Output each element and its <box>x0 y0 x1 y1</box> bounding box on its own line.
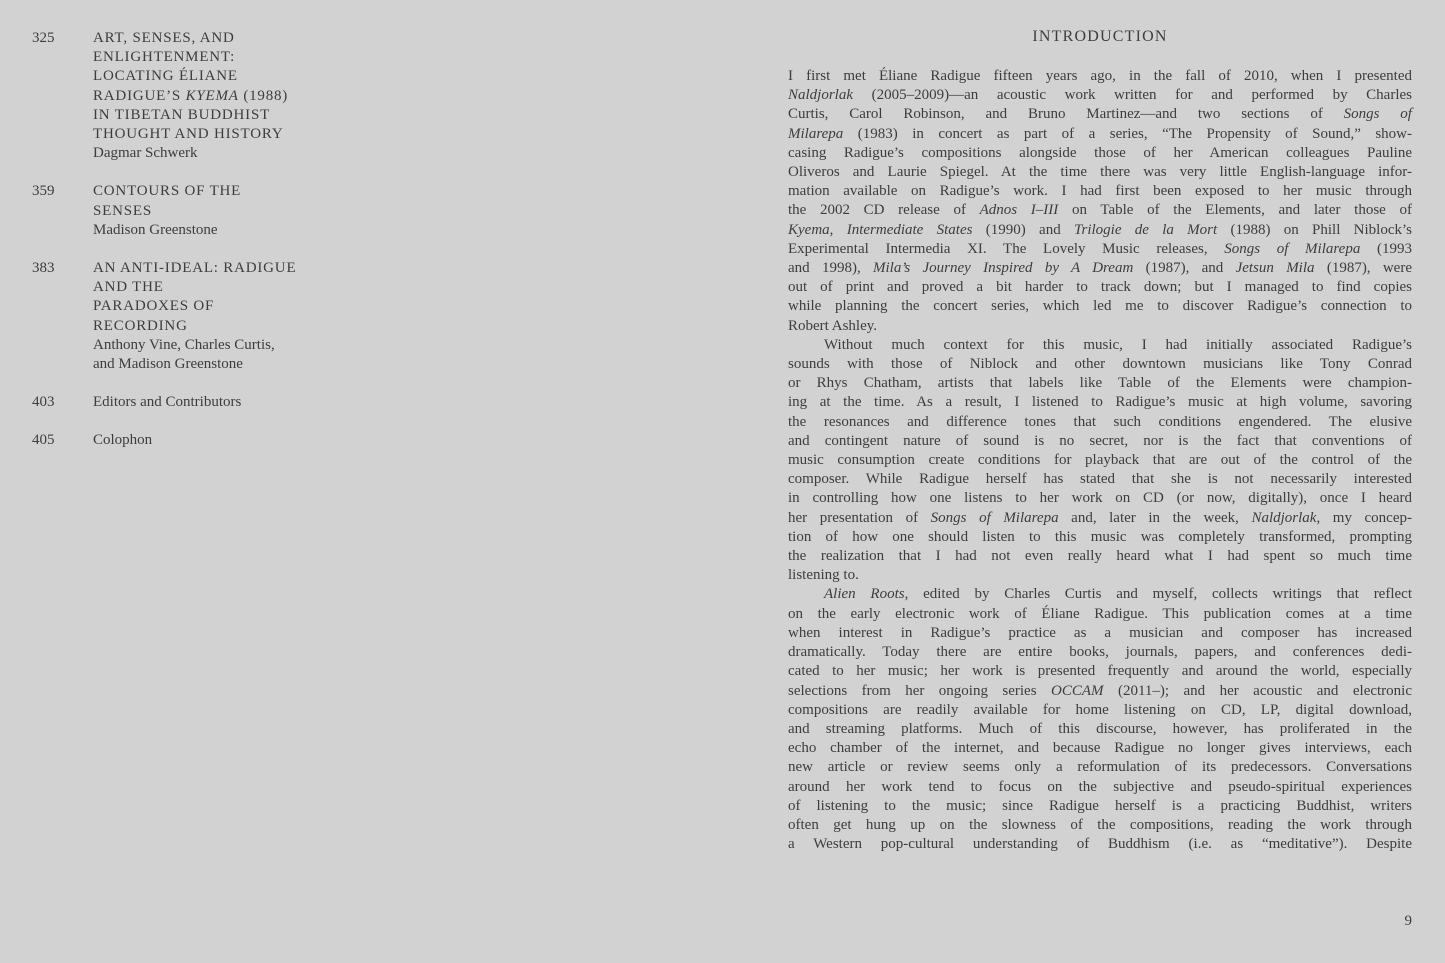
text-line: echo chamber of the internet, and because Radigue no longer gives interviews, each <box>788 740 1412 757</box>
text-line: the 2002 CD release of Adnos I–III on Table of the Elements, and later those of <box>788 202 1412 219</box>
text-line: in controlling how one listens to her work on CD (or now, digitally), once I heard <box>788 490 1412 507</box>
text-line: while planning the concert series, which led me to discover Radigue’s connection to <box>788 298 1412 315</box>
text-line: the realization that I had not even really heard what I had spent so much time <box>788 548 1412 565</box>
toc-title-line: THOUGHT AND HISTORY <box>93 126 284 143</box>
text-line: compositions are readily available for home listening on CD, LP, digital download, <box>788 701 1412 718</box>
toc-title-line: RADIGUE’S KYEMA (1988) <box>93 87 289 104</box>
toc-entry <box>32 431 372 450</box>
toc-entries <box>32 29 372 451</box>
text-line: Naldjorlak (2005–2009)—an acoustic work written for and performed by Charles <box>788 87 1412 104</box>
toc-title-line: ART, SENSES, AND <box>93 30 235 46</box>
text-line: composer. While Radigue herself has stated that she is not necessarily interested <box>788 471 1412 488</box>
text-line: music consumption create conditions for playback that are out of the control of the <box>788 452 1412 469</box>
toc-entry-title <box>93 393 372 412</box>
toc-title-line: ENLIGHTENMENT: <box>93 49 236 66</box>
toc-entry-body <box>93 393 372 412</box>
text-line: Milarepa (1983) in concert as part of a series, “The Propensity of Sound,” show- <box>788 125 1412 142</box>
toc-author-line: Anthony Vine, Charles Curtis, <box>93 336 275 353</box>
text-line: mation available on Radigue’s work. I had first been exposed to her music through <box>788 183 1412 200</box>
text-line: the resonances and difference tones that such conditions engendered. The elusive <box>788 413 1412 430</box>
text-line: and contingent nature of sound is no secret, nor is the fact that conventions of <box>788 432 1412 449</box>
text-line: or Rhys Chatham, artists that labels like Table of the Elements were champion- <box>788 375 1412 392</box>
toc-entry-body <box>93 259 372 374</box>
toc-entry-authors <box>93 221 372 240</box>
intro-heading: INTRODUCTION <box>1032 28 1168 45</box>
text-line: casing Radigue’s compositions alongside those of her American colleagues Pauline <box>788 144 1412 161</box>
text-line: I first met Éliane Radigue fifteen years ago, in the fall of 2010, when I presented <box>788 68 1412 84</box>
toc-author-line: Dagmar Schwerk <box>93 145 198 162</box>
text-line: and streaming platforms. Much of this discourse, however, has proliferated in the <box>788 720 1412 737</box>
text-line: of listening to the music; since Radigue herself is a practicing Buddhist, writers <box>788 797 1412 814</box>
text-line: selections from her ongoing series OCCAM (2011–); and her acoustic and electronic <box>788 682 1413 699</box>
text-line: and 1998), Mila’s Journey Inspired by A Dream (1987), and Jetsun Mila (1987), were <box>788 260 1412 277</box>
text-line: Experimental Intermedia XI. The Lovely Music releases, Songs of Milarepa (1993 <box>788 240 1412 257</box>
toc-entry-number: 405 <box>32 432 55 449</box>
toc-entry-title <box>93 431 372 450</box>
text-line: a Western pop-cultural understanding of Buddhism (i.e. as “meditative”). Despite <box>788 836 1412 853</box>
toc-page <box>32 29 372 470</box>
text-line: when interest in Radigue’s practice as a musician and composer has increased <box>788 624 1412 641</box>
text-line: sounds with those of Niblock and other downtown musicians like Tony Conrad <box>788 356 1412 373</box>
toc-entry-title <box>93 182 372 220</box>
toc-title-line: Editors and Contributors <box>93 394 242 411</box>
toc-entry <box>32 259 372 374</box>
text-line: Alien Roots, edited by Charles Curtis and myself, collects writings that reflect <box>824 586 1412 603</box>
intro-body <box>788 67 1412 854</box>
toc-entry-title <box>93 259 372 336</box>
toc-title-line: RECORDING <box>93 317 188 334</box>
text-line: Kyema, Intermediate States (1990) and Trilogie de la Mort (1988) on Phill Niblock’s <box>788 221 1412 238</box>
toc-title-line: CONTOURS OF THE <box>93 183 242 200</box>
intro-paragraph <box>788 336 1412 586</box>
toc-title-line: IN TIBETAN BUDDHIST <box>93 106 271 123</box>
toc-title-line: PARADOXES OF <box>93 298 215 315</box>
text-line: dramatically. Today there are entire books, journals, papers, and conferences dedi- <box>788 644 1412 661</box>
toc-entry-number: 403 <box>32 394 55 411</box>
text-line: new article or review seems only a reformulation of its predecessors. Conversations <box>788 759 1412 776</box>
toc-entry-number: 359 <box>32 183 55 200</box>
text-line: Curtis, Carol Robinson, and Bruno Martinez—and two sections of Songs of <box>788 106 1412 123</box>
text-line: often get hung up on the slowness of the compositions, reading the work through <box>788 816 1412 833</box>
toc-title-line: Colophon <box>93 432 153 449</box>
toc-title-line: AND THE <box>93 279 164 296</box>
toc-entry <box>32 393 372 412</box>
text-line: ing at the time. As a result, I listened to Radigue’s music at high volume, savoring <box>788 394 1412 411</box>
text-line: Oliveros and Laurie Spiegel. At the time there was very little English-language infor- <box>788 164 1412 181</box>
toc-entry-authors <box>93 144 372 163</box>
text-line: Without much context for this music, I had initially associated Radigue’s <box>824 336 1412 353</box>
page-number: 9 <box>1404 913 1412 929</box>
toc-entry-authors <box>93 336 372 374</box>
text-line: Robert Ashley. <box>788 317 878 334</box>
toc-title-line: SENSES <box>93 202 152 219</box>
toc-entry-title <box>93 29 372 144</box>
toc-title-line: AN ANTI-IDEAL: RADIGUE <box>93 260 297 277</box>
text-line: cated to her music; her work is presented frequently and around the world, especially <box>788 663 1412 680</box>
text-line: out of print and proved a bit harder to track down; but I managed to find copies <box>788 279 1412 296</box>
toc-entry-body <box>93 29 372 163</box>
text-line: listening to. <box>788 567 859 584</box>
text-line: tion of how one should listen to this music was completely transformed, prompting <box>788 528 1412 545</box>
intro-paragraph <box>788 67 1412 336</box>
text-line: on the early electronic work of Éliane Radigue. This publication comes at a time <box>788 605 1412 622</box>
toc-author-line: and Madison Greenstone <box>93 356 243 373</box>
toc-entry <box>32 182 372 240</box>
toc-entry-number: 325 <box>32 30 55 46</box>
toc-entry-number: 383 <box>32 260 55 277</box>
intro-paragraph <box>788 585 1412 854</box>
toc-author-line: Madison Greenstone <box>93 221 218 238</box>
toc-title-line: LOCATING ÉLIANE <box>93 68 238 85</box>
toc-entry <box>32 29 372 163</box>
text-line: her presentation of Songs of Milarepa and, later in the week, Naldjorlak, my concep- <box>788 509 1412 526</box>
text-line: around her work tend to focus on the subjective and pseudo-spiritual experiences <box>788 778 1412 795</box>
toc-entry-body <box>93 182 372 240</box>
toc-entry-body <box>93 431 372 450</box>
